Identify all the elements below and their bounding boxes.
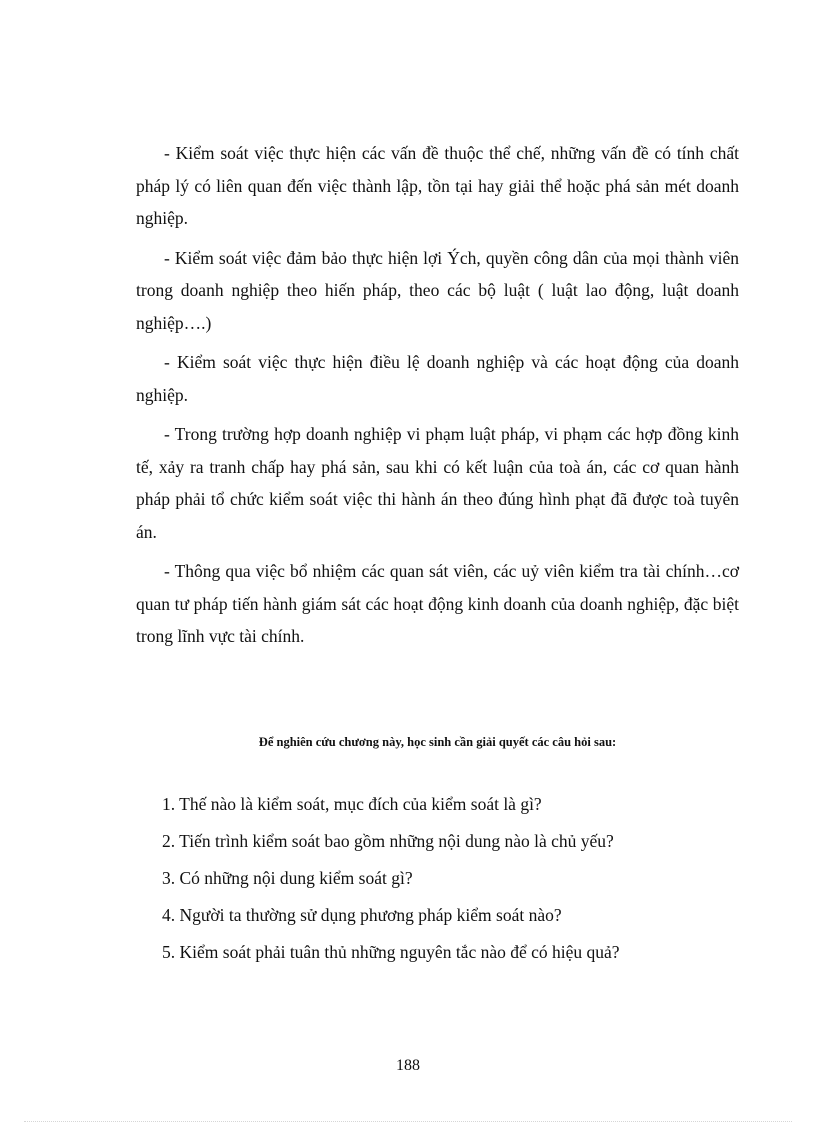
paragraph-law-violation-control: - Trong trường hợp doanh nghiệp vi phạm luật pháp, vi phạm các hợp đồng kinh tế, xảy ra tranh chấp hay phá sản, sau khi có kết luận của toà án, các cơ quan hành pháp phải tổ chức kiểm soát việc thi hành án theo đúng hình phạt đã được toà tuyên án. <box>136 424 739 542</box>
question-item: 3. Có những nội dung kiểm soát gì? <box>162 868 413 888</box>
question-item: 4. Người ta thường sử dụng phương pháp kiểm soát nào? <box>162 905 562 925</box>
paragraph-citizen-rights-control: - Kiểm soát việc đảm bảo thực hiện lợi Ých, quyền công dân của mọi thành viên trong doanh nghiệp theo hiến pháp, theo các bộ luật ( luật lao động, luật doanh nghiệp….) <box>136 247 739 333</box>
question-item: 2. Tiến trình kiểm soát bao gồm những nội dung nào là chủ yếu? <box>162 831 614 851</box>
page-bottom-divider <box>24 1121 792 1122</box>
question-item: 1. Thế nào là kiểm soát, mục đích của kiểm soát là gì? <box>162 794 542 814</box>
paragraph-charter-control: - Kiểm soát việc thực hiện điều lệ doanh nghiệp và các hoạt động của doanh nghiệp. <box>136 352 739 405</box>
question-item: 5. Kiểm soát phải tuân thủ những nguyên tắc nào để có hiệu quả? <box>162 942 620 962</box>
body-text <box>136 137 739 660</box>
page-number: 188 <box>396 1057 420 1074</box>
paragraph-institutional-control: - Kiểm soát việc thực hiện các vấn đề thuộc thể chế, những vấn đề có tính chất pháp lý có liên quan đến việc thành lập, tồn tại hay giải thể hoặc phá sản mét doanh nghiệp. <box>136 143 739 228</box>
study-prompt: Để nghiên cứu chương này, học sinh cần giải quyết các câu hỏi sau: <box>258 735 617 749</box>
paragraph-judicial-supervision: - Thông qua việc bổ nhiệm các quan sát viên, các uỷ viên kiểm tra tài chính…cơ quan tư pháp tiến hành giám sát các hoạt động kinh doanh của doanh nghiệp, đặc biệt trong lĩnh vực tài chính. <box>136 561 739 646</box>
review-questions-list <box>162 791 742 976</box>
